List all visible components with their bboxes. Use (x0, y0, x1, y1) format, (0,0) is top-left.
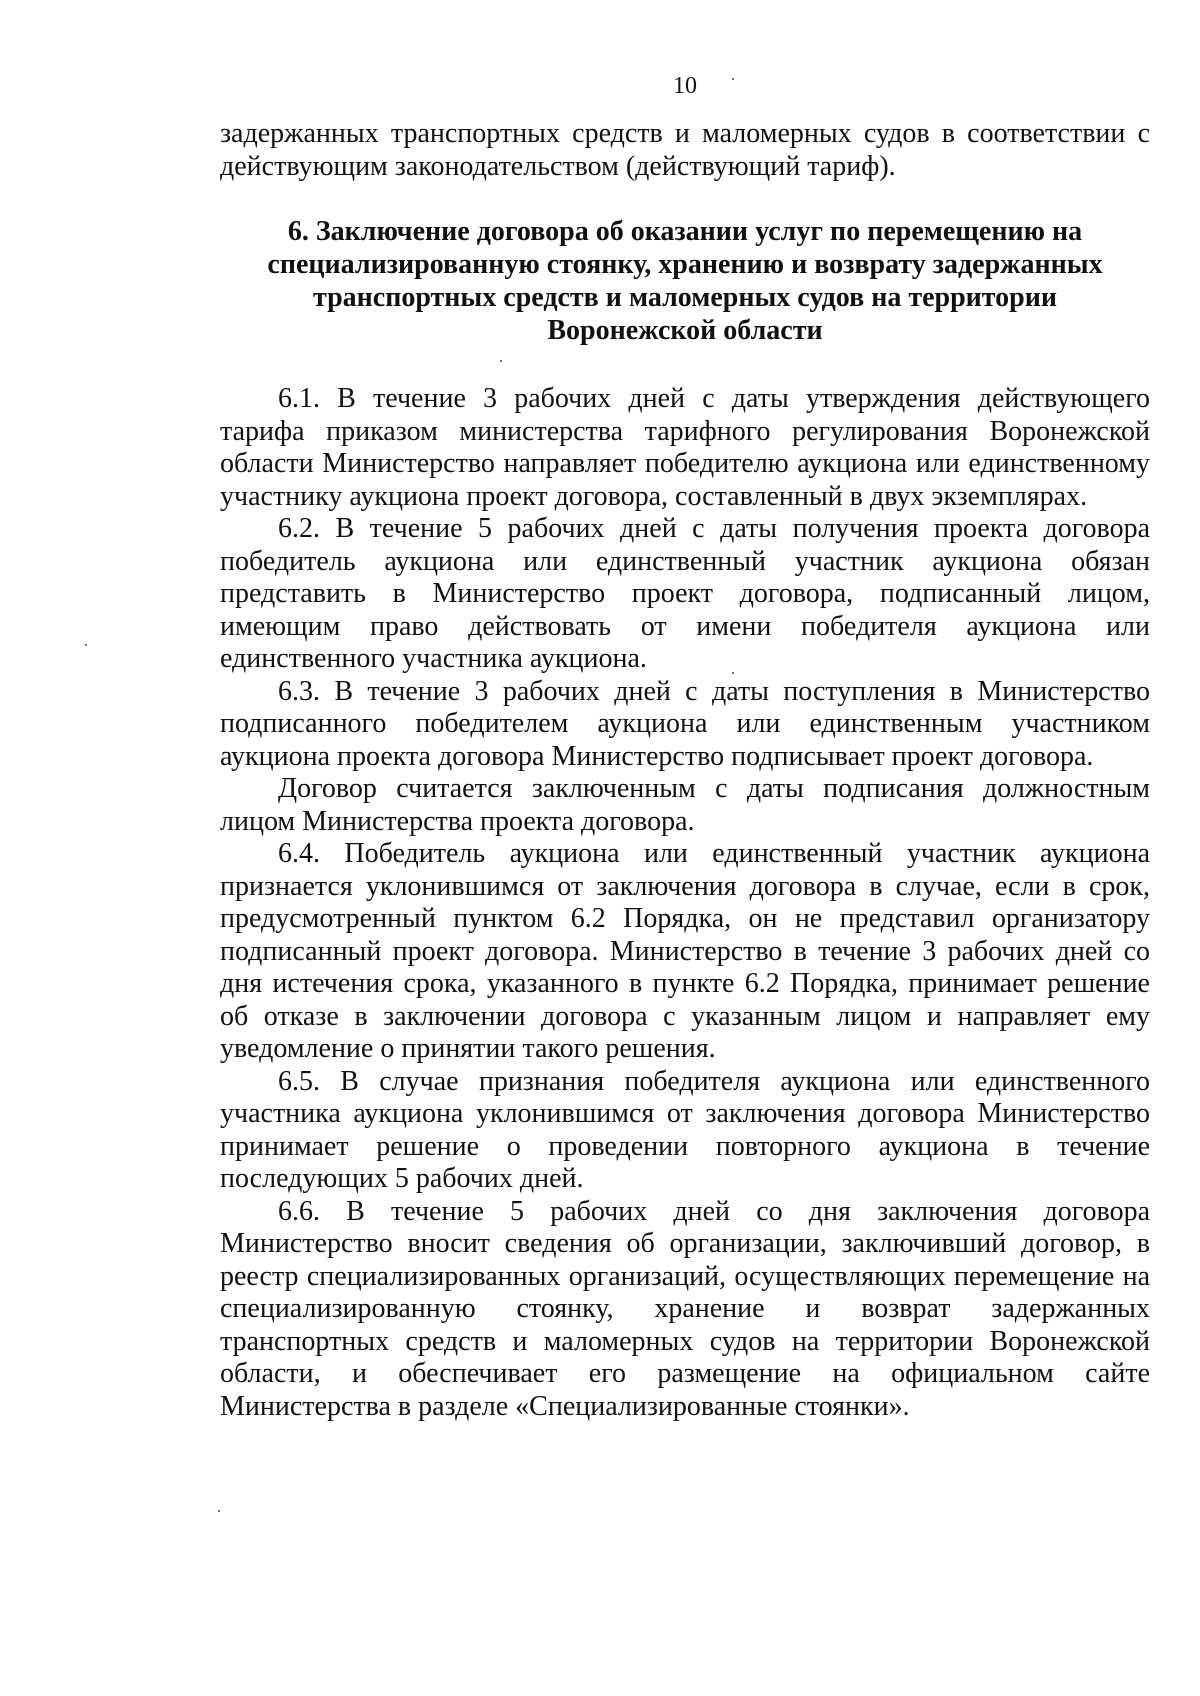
scan-speck (85, 644, 87, 646)
paragraph-6-2: 6.2. В течение 5 рабочих дней с даты получения проекта договора победитель аукциона или единственный участник аукциона обязан представить в Министерство проект договора, подписанный лицом, имеющим право действовать от имени победителя аукциона или единственного участника аукциона. (220, 513, 1150, 674)
paragraph-6-6: 6.6. В течение 5 рабочих дней со дня заключения договора Министерство вносит сведения об организации, заключивший договор, в реестр специализированных организаций, осуществляющих перемещение на специализированную стоянку, хранение и возврат задержанных транспортных средств и маломерных судов на территории Воронежской области, и обеспечивает его размещение на официальном сайте Министерства в разделе «Специализированные стоянки». (220, 1195, 1150, 1422)
section-heading (220, 215, 1150, 347)
paragraph-6-1: 6.1. В течение 3 рабочих дней с даты утверждения действующего тарифа приказом министерства тарифного регулирования Воронежской области Министерство направляет победителю аукциона или единственному участнику аукциона проект договора, составленный в двух экземплярах. (220, 383, 1150, 512)
page-number: 10 (673, 73, 697, 99)
paragraph-6-3: 6.3. В течение 3 рабочих дней с даты поступления в Министерство подписанного победителем аукциона или единственным участником аукциона проекта договора Министерство подписывает проект договора. (220, 675, 1150, 772)
section-heading-line: Воронежской области (547, 315, 823, 346)
continuation-text (220, 118, 1150, 183)
scan-speck (732, 78, 734, 80)
section-body (220, 383, 1150, 1423)
paragraph-6-5: 6.5. В случае признания победителя аукциона или единственного участника аукциона уклонившимся от заключения договора Министерство принимает решение о проведении повторного аукциона в течение последующих 5 рабочих дней. (220, 1065, 1150, 1194)
paragraph-contract-concluded: Договор считается заключенным с даты подписания должностным лицом Министерства проекта договора. (220, 773, 1150, 837)
section-heading-line: 6. Заключение договора об оказании услуг по перемещению на (287, 216, 1083, 247)
scan-speck (218, 1510, 220, 1512)
continuation-paragraph: задержанных транспортных средств и маломерных судов в соответствии с действующим законодательством (действующий тариф). (220, 118, 1150, 182)
paragraph-6-4: 6.4. Победитель аукциона или единственный участник аукциона признается уклонившимся от заключения договора в случае, если в срок, предусмотренный пунктом 6.2 Порядка, он не представил организатору подписанный проект договора. Министерство в течение 3 рабочих дней со дня истечения срока, указанного в пункте 6.2 Порядка, принимает решение об отказе в заключении договора с указанным лицом и направляет ему уведомление о принятии такого решения. (220, 838, 1150, 1064)
section-heading-line: транспортных средств и маломерных судов на территории (312, 282, 1058, 313)
scan-speck (732, 672, 734, 674)
scan-speck (500, 360, 502, 362)
section-heading-line: специализированную стоянку, хранению и возврату задержанных (267, 249, 1103, 280)
